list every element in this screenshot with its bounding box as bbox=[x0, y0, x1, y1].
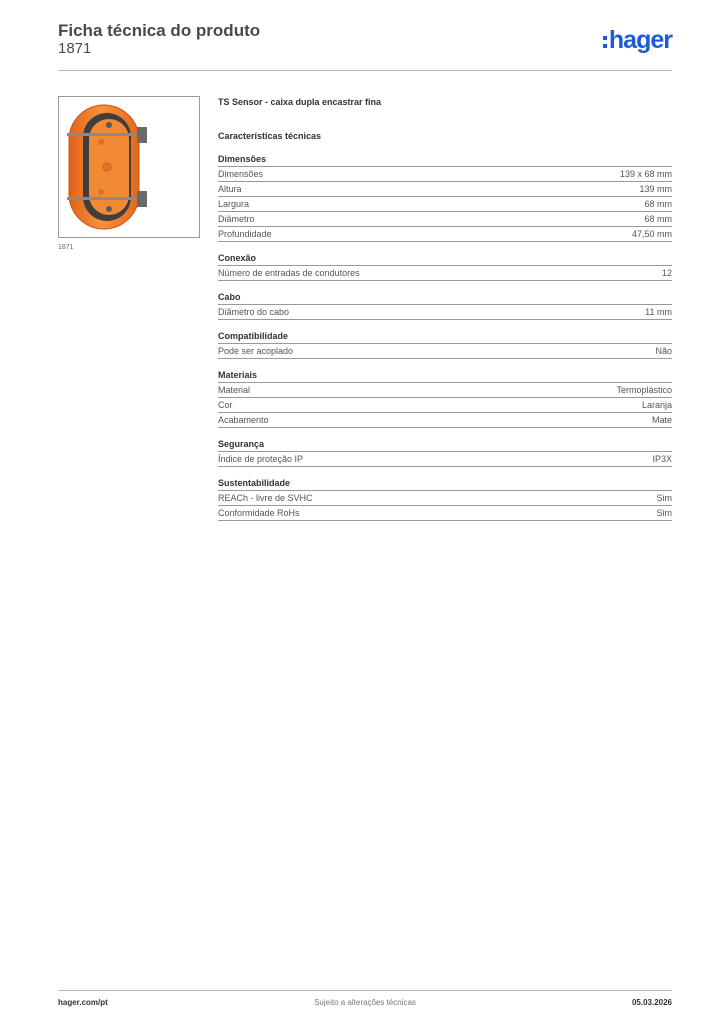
spec-value: Laranja bbox=[641, 400, 672, 410]
spec-value: Termoplástico bbox=[616, 385, 672, 395]
spec-row bbox=[218, 305, 672, 320]
spec-row bbox=[218, 167, 672, 182]
page-footer bbox=[58, 990, 672, 1015]
footer-website-link[interactable]: hager.com/pt bbox=[58, 998, 108, 1007]
flush-box-illustration-icon bbox=[59, 97, 199, 237]
spec-group-sustentabilidade bbox=[218, 476, 672, 521]
spec-row bbox=[218, 491, 672, 506]
product-image bbox=[58, 96, 200, 238]
hager-logo bbox=[603, 25, 672, 55]
group-title: Conexão bbox=[218, 251, 672, 266]
document-title: Ficha técnica do produto bbox=[58, 21, 261, 40]
spec-value: IP3X bbox=[652, 454, 672, 464]
spec-label: Diâmetro do cabo bbox=[218, 307, 290, 317]
spec-value: Não bbox=[655, 346, 672, 356]
spec-row bbox=[218, 182, 672, 197]
group-title: Compatibilidade bbox=[218, 329, 672, 344]
spec-value: 11 mm bbox=[645, 307, 672, 317]
spec-group-cabo bbox=[218, 290, 672, 320]
spec-value: 139 mm bbox=[639, 184, 672, 194]
spec-group-materiais bbox=[218, 368, 672, 428]
spec-label: Número de entradas de condutores bbox=[218, 268, 360, 278]
spec-value: 139 x 68 mm bbox=[619, 169, 672, 179]
spec-value: Sim bbox=[656, 493, 672, 503]
spec-row bbox=[218, 506, 672, 521]
spec-row bbox=[218, 227, 672, 242]
footer-notice: Sujeito a alterações técnicas bbox=[314, 998, 416, 1007]
spec-value: Sim bbox=[656, 508, 672, 518]
group-title: Segurança bbox=[218, 437, 672, 452]
group-title: Materiais bbox=[218, 368, 672, 383]
spec-label: Diâmetro bbox=[218, 214, 255, 224]
spec-group-conexao bbox=[218, 251, 672, 281]
spec-value: 68 mm bbox=[644, 199, 672, 209]
page-header bbox=[58, 20, 672, 71]
spec-group-compatibilidade bbox=[218, 329, 672, 359]
logo-wordmark: hager bbox=[608, 26, 672, 54]
spec-label: Cor bbox=[218, 400, 233, 410]
spec-value: 47,50 mm bbox=[631, 229, 672, 239]
spec-label: Acabamento bbox=[218, 415, 269, 425]
spec-label: Índice de proteção IP bbox=[218, 454, 304, 464]
spec-value: Mate bbox=[651, 415, 672, 425]
spec-group-dimensoes bbox=[218, 152, 672, 242]
spec-group-seguranca bbox=[218, 437, 672, 467]
spec-label: Material bbox=[218, 385, 251, 395]
spec-value: 12 bbox=[661, 268, 672, 278]
spec-row bbox=[218, 383, 672, 398]
spec-row bbox=[218, 398, 672, 413]
spec-label: Profundidade bbox=[218, 229, 272, 239]
group-title: Cabo bbox=[218, 290, 672, 305]
footer-date: 05.03.2026 bbox=[631, 998, 672, 1007]
spec-row bbox=[218, 212, 672, 227]
group-title: Dimensões bbox=[218, 152, 672, 167]
logo-dots-icon bbox=[603, 34, 607, 50]
spec-label: Largura bbox=[218, 199, 250, 209]
spec-value: 68 mm bbox=[644, 214, 672, 224]
product-name: TS Sensor - caixa dupla encastrar fina bbox=[218, 97, 382, 107]
product-code: 1871 bbox=[58, 40, 92, 57]
spec-heading: Características técnicas bbox=[218, 131, 322, 141]
spec-row bbox=[218, 452, 672, 467]
spec-label: Conformidade RoHs bbox=[218, 508, 300, 518]
spec-label: Altura bbox=[218, 184, 242, 194]
image-caption: 1871 bbox=[58, 244, 74, 251]
spec-label: Pode ser acoplado bbox=[218, 346, 294, 356]
spec-row bbox=[218, 197, 672, 212]
spec-row bbox=[218, 413, 672, 428]
group-title: Sustentabilidade bbox=[218, 476, 672, 491]
spec-label: REACh - livre de SVHC bbox=[218, 493, 313, 503]
spec-row bbox=[218, 266, 672, 281]
spec-label: Dimensões bbox=[218, 169, 264, 179]
spec-row bbox=[218, 344, 672, 359]
spec-content bbox=[218, 96, 672, 521]
